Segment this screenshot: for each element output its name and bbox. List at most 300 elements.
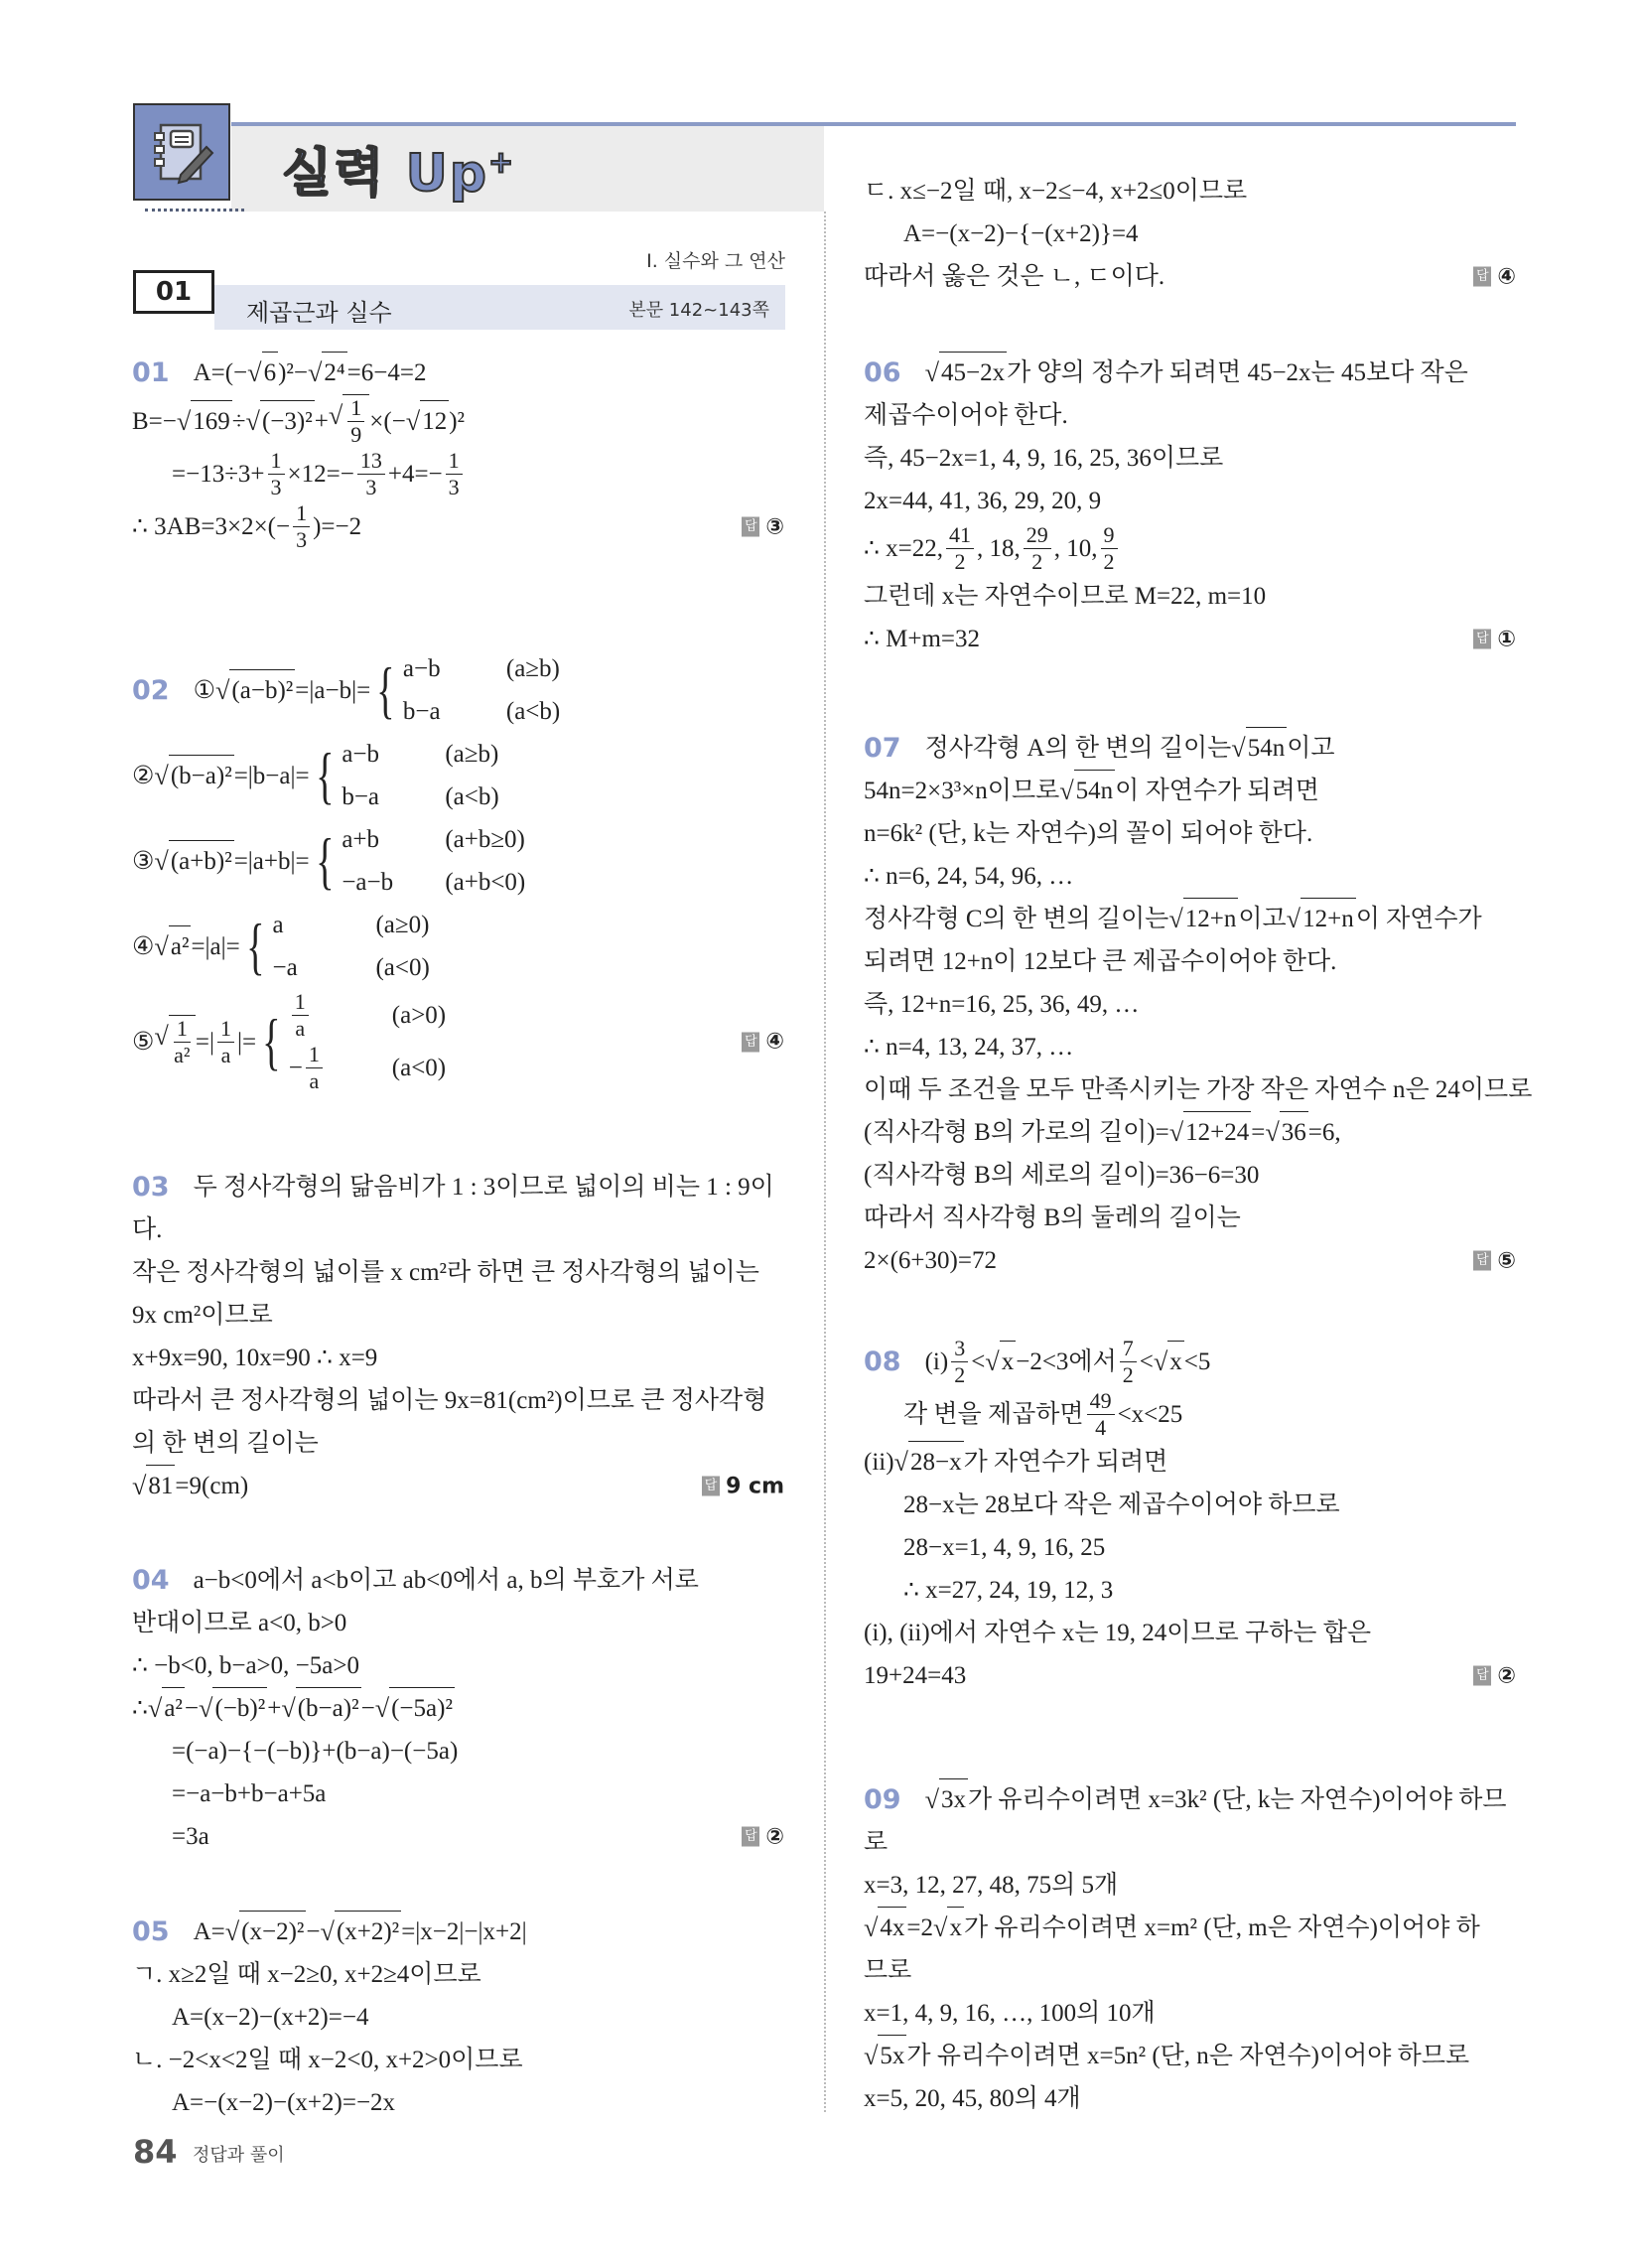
radical-sign-icon: √	[1153, 1347, 1168, 1376]
math-text: 9	[1103, 522, 1115, 547]
math-text: ×12=−	[287, 461, 354, 488]
fraction	[217, 1016, 234, 1068]
math-text: 2x=44, 41, 36, 29, 20, 9	[864, 488, 1102, 514]
square-root	[215, 669, 295, 712]
radical-sign-icon: √	[247, 358, 262, 387]
math-text: 2	[1103, 549, 1115, 574]
math-text: =	[1251, 1119, 1266, 1146]
radicand	[212, 1687, 267, 1730]
math-text: ⑤	[132, 1028, 155, 1056]
math-text: )²−	[278, 359, 308, 386]
math-text: =9(cm)	[175, 1473, 249, 1499]
math-text: −2<3에서	[1016, 1348, 1117, 1375]
brace-icon: {	[262, 1006, 281, 1076]
math-text: +4=−	[387, 461, 443, 488]
math-text: (a≥b)	[445, 741, 499, 768]
math-text: =3a	[172, 1823, 209, 1850]
section-pages: 본문 142~143쪽	[628, 300, 769, 321]
brace-icon: {	[376, 654, 395, 725]
math-text: ∴ n=6, 24, 54, 96, …	[864, 863, 1074, 890]
square-root	[925, 1778, 968, 1821]
math-text: (a>0)	[391, 1002, 447, 1029]
solution-line	[864, 575, 1516, 618]
math-text: −a−b	[342, 869, 394, 896]
denominator	[174, 1043, 190, 1068]
case-rows	[289, 989, 446, 1094]
math-text: 28−x	[909, 1449, 962, 1476]
fraction	[357, 448, 385, 500]
radical-sign-icon: √	[1168, 905, 1183, 933]
math-text: 169	[193, 407, 230, 435]
radicand	[169, 1015, 196, 1068]
square-root	[1059, 770, 1115, 812]
square-root	[1154, 1341, 1184, 1383]
math-text: 따라서 큰 정사각형의 넓이는 9x=81(cm²)이므로 큰 정사각형	[132, 1387, 767, 1414]
radical-sign-icon: √	[154, 931, 169, 961]
math-text: (a+b≥0)	[445, 826, 525, 853]
math-text: |=	[236, 1028, 257, 1056]
numerator	[1101, 522, 1118, 549]
fraction	[174, 1016, 191, 1068]
solution-line	[864, 2035, 1516, 2077]
radical-sign-icon: √	[1286, 905, 1301, 933]
solution-line	[132, 989, 784, 1094]
math-text: a	[220, 1042, 231, 1067]
radical-sign-icon: √	[985, 1347, 1000, 1376]
math-text: b−a	[402, 698, 441, 725]
case-expression	[289, 989, 372, 1042]
math-text: 2	[954, 549, 966, 574]
case-expression	[272, 946, 355, 989]
solution-line	[132, 1911, 784, 1953]
math-text: x+9x=90, 10x=90 ∴ x=9	[132, 1345, 378, 1371]
solution-line	[132, 2039, 784, 2081]
denominator	[954, 1362, 965, 1388]
math-text: ∴ M+m=32	[864, 626, 981, 652]
math-text: 49	[1089, 1388, 1112, 1413]
math-text: 3	[448, 475, 460, 499]
denominator	[1104, 549, 1115, 575]
solution-line	[132, 352, 784, 394]
math-text: 54n	[1247, 735, 1286, 762]
solution-line	[132, 1687, 784, 1730]
problem-number: 09	[864, 1784, 901, 1815]
math-text: a	[295, 1016, 306, 1041]
radical-sign-icon: √	[374, 1694, 390, 1723]
radicand	[939, 1778, 968, 1821]
case-expression	[342, 818, 425, 861]
solution-line	[864, 1821, 1516, 1864]
math-text: =|a|=	[191, 932, 240, 960]
case-condition	[392, 994, 446, 1037]
notebook-pencil-icon	[133, 103, 230, 201]
solution-02	[132, 647, 784, 1094]
math-text: =|	[195, 1028, 214, 1056]
answer-label: 답	[1473, 1666, 1491, 1686]
numerator	[1024, 522, 1051, 549]
square-root	[1287, 898, 1356, 940]
footer-label: 정답과 풀이	[193, 2145, 285, 2166]
solution-line	[864, 898, 1516, 940]
case-expression	[403, 690, 486, 733]
math-text: =(−a)−{−(−b)}+(b−a)−(−5a)	[172, 1738, 459, 1765]
answer-value: ②	[765, 1824, 784, 1849]
answer-label: 답	[742, 1827, 759, 1847]
radical-sign-icon: √	[154, 1022, 169, 1051]
square-root	[132, 1465, 175, 1507]
answer-label: 답	[1473, 630, 1491, 649]
math-text: 3	[954, 1336, 966, 1360]
square-root	[864, 1907, 906, 1949]
solution-line	[132, 1166, 784, 1208]
radical-sign-icon: √	[154, 846, 169, 876]
math-text: 28−x=1, 4, 9, 16, 25	[903, 1534, 1106, 1561]
solution-line	[132, 1644, 784, 1687]
math-text: A=(x−2)−(x+2)=−4	[172, 2004, 369, 2031]
solution-line	[132, 1251, 784, 1294]
math-text: 1	[294, 989, 306, 1014]
numerator	[357, 448, 385, 475]
fraction	[292, 989, 309, 1042]
radicand	[1167, 1341, 1184, 1383]
problem-number: 05	[132, 1916, 170, 1947]
square-root	[864, 2035, 906, 2077]
solution-line	[864, 1336, 1516, 1388]
math-text: 가 유리수이려면 x=3k² (단, k는 자연수)이어야 하므	[968, 1786, 1507, 1813]
fraction	[1024, 522, 1051, 575]
solution-05-continued	[864, 170, 1516, 298]
denominator	[295, 1016, 305, 1042]
square-root	[177, 400, 232, 443]
solution-line	[864, 940, 1516, 983]
math-text: 6	[263, 359, 277, 386]
case-expression	[342, 776, 425, 818]
math-text: ∴	[132, 1695, 148, 1722]
solution-line	[132, 1559, 784, 1602]
math-text: 각 변을 제곱하면	[903, 1401, 1084, 1428]
math-text: 2⁴	[324, 359, 345, 386]
math-text: , 10,	[1053, 535, 1098, 562]
math-text: 5x	[880, 2043, 905, 2069]
denominator	[1123, 1362, 1134, 1388]
math-text: =|b−a|=	[233, 762, 310, 789]
answer-mark	[1473, 1239, 1516, 1282]
math-text: ④	[132, 932, 155, 960]
math-text: =−13÷3+	[172, 461, 265, 488]
brace-icon: {	[315, 825, 335, 896]
math-text: 2	[954, 1362, 966, 1387]
math-text: ㄴ. −2<x<2일 때 x−2<0, x+2>0이므로	[132, 2047, 523, 2073]
case-row	[272, 904, 429, 946]
page-number: 84	[133, 2133, 178, 2171]
radicand	[1183, 1111, 1251, 1154]
square-root	[321, 1911, 402, 1953]
denominator	[365, 475, 376, 500]
square-root	[1265, 1111, 1307, 1154]
square-root	[375, 1687, 455, 1730]
radical-sign-icon: √	[328, 401, 343, 430]
solution-line	[132, 1996, 784, 2039]
math-text: 4	[1095, 1415, 1107, 1440]
math-text: 3x	[941, 1786, 966, 1813]
math-text: 이 자연수가 되려면	[1115, 778, 1319, 804]
math-text: =6,	[1307, 1119, 1341, 1146]
math-text: 므로	[864, 1957, 912, 1984]
solution-line	[864, 522, 1516, 575]
math-text: )²	[449, 407, 466, 435]
problem-number: 07	[864, 733, 901, 764]
math-text: (i), (ii)에서 자연수 x는 19, 24이므로 구하는 합은	[864, 1620, 1371, 1646]
math-text: ÷	[231, 407, 246, 435]
case-condition	[506, 690, 560, 733]
problem-number: 01	[132, 357, 170, 388]
answer-label: 답	[1473, 1251, 1491, 1271]
math-text: (직사각형 B의 가로의 길이)=	[864, 1119, 1169, 1146]
solution-line	[864, 1569, 1516, 1612]
math-text: (i)	[924, 1348, 949, 1375]
solution-line	[132, 1815, 784, 1858]
square-root	[1168, 898, 1238, 940]
math-text: 19+24=43	[864, 1662, 967, 1689]
case-row	[342, 776, 498, 818]
answer-mark	[1473, 618, 1516, 660]
answer-label: 답	[742, 517, 759, 537]
case-row	[342, 861, 525, 904]
radical-sign-icon: √	[308, 358, 323, 387]
math-text: 4x	[880, 1914, 905, 1941]
radicand	[162, 1687, 185, 1730]
solution-line	[864, 812, 1516, 855]
math-text: 따라서 옳은 것은 ㄴ, ㄷ이다.	[864, 263, 1165, 290]
solution-line	[132, 1953, 784, 1996]
numerator	[306, 1042, 323, 1068]
math-text: ③	[132, 847, 155, 875]
math-text: A=	[193, 1918, 225, 1945]
math-text: 그런데 x는 자연수이므로 M=22, m=10	[864, 583, 1267, 610]
answer-mark	[742, 1815, 784, 1858]
piecewise-cases	[240, 904, 430, 989]
math-text: 41	[949, 522, 972, 547]
solution-line	[864, 1654, 1516, 1697]
math-text: =|a−b|=	[295, 676, 371, 704]
solution-line	[132, 1337, 784, 1379]
case-condition	[445, 776, 498, 818]
answer-value: ⑤	[1497, 1248, 1516, 1273]
square-root	[933, 1907, 964, 1949]
math-text: ㄱ. x≥2일 때 x−2≥0, x+2≥4이므로	[132, 1961, 481, 1988]
solution-line	[864, 1239, 1516, 1282]
case-condition	[506, 647, 560, 690]
solution-line	[864, 727, 1516, 770]
numerator	[951, 1336, 968, 1362]
radicand	[420, 400, 449, 443]
solution-08	[864, 1336, 1516, 1697]
answer-value: 9 cm	[726, 1474, 784, 1498]
square-root	[154, 840, 233, 883]
math-text: (−3)²	[261, 407, 313, 435]
radicand	[169, 840, 234, 883]
answer-mark	[1473, 255, 1516, 298]
math-text: (ii)	[864, 1449, 894, 1476]
math-text: 가 유리수이려면 x=5n² (단, n은 자연수)이어야 하므로	[906, 2043, 1470, 2069]
math-text: x	[1001, 1348, 1015, 1375]
case-row	[342, 818, 525, 861]
math-text: 따라서 직사각형 B의 둘레의 길이는	[864, 1205, 1241, 1231]
numerator	[268, 448, 285, 475]
square-root	[281, 1687, 360, 1730]
math-text: 12	[422, 407, 448, 435]
denominator	[221, 1043, 231, 1068]
case-rows	[272, 904, 429, 989]
solution-line	[864, 1864, 1516, 1907]
math-text: (−5a)²	[391, 1695, 453, 1722]
radical-sign-icon: √	[924, 1785, 939, 1814]
math-text: (a+b<0)	[445, 869, 526, 896]
math-text: a²	[164, 1695, 183, 1722]
radical-sign-icon: √	[864, 1914, 879, 1942]
radical-sign-icon: √	[281, 1694, 296, 1723]
math-text: 13	[359, 448, 382, 473]
denominator	[1031, 549, 1042, 575]
math-text: 54n	[1075, 778, 1114, 804]
math-text: −	[184, 1695, 200, 1722]
solution-line	[864, 1026, 1516, 1068]
solution-line	[132, 1294, 784, 1337]
case-expression	[403, 647, 486, 690]
answer-label: 답	[742, 1032, 759, 1052]
math-text: 즉, 12+n=16, 25, 36, 49, …	[864, 991, 1140, 1018]
fraction	[951, 1336, 968, 1388]
solution-07	[864, 727, 1533, 1282]
math-text: A=−(x−2)−{−(x+2)}=4	[903, 220, 1139, 247]
math-text: (a<b)	[505, 698, 561, 725]
math-text: <	[971, 1348, 986, 1375]
math-text: 정사각형 C의 한 변의 길이는	[864, 906, 1169, 932]
radicand	[191, 400, 232, 443]
math-text: ∴ 3AB=3×2×(−	[132, 513, 291, 540]
math-text: ∴ x=22,	[864, 535, 944, 562]
math-text: A=(−	[193, 359, 248, 386]
solution-line	[864, 1154, 1516, 1197]
radical-sign-icon: √	[1231, 734, 1246, 763]
math-text: 12+24	[1185, 1119, 1250, 1146]
math-text: ∴ n=4, 13, 24, 37, …	[864, 1034, 1074, 1061]
case-row	[272, 946, 429, 989]
solution-line	[132, 2081, 784, 2124]
problem-number: 04	[132, 1565, 170, 1596]
chapter-label: Ⅰ. 실수와 그 연산	[646, 250, 785, 272]
decorative-dots	[145, 209, 244, 212]
solution-line	[864, 1111, 1516, 1154]
square-root	[154, 925, 191, 968]
math-text: 36	[1281, 1119, 1306, 1146]
numerator	[1120, 1336, 1137, 1362]
math-text: a−b<0에서 a<b이고 ab<0에서 a, b의 부호가 서로	[193, 1567, 699, 1594]
brace-icon: {	[245, 911, 265, 981]
math-text: =2	[906, 1914, 934, 1941]
case-expression	[342, 733, 425, 776]
radicand	[947, 1907, 964, 1949]
math-text: 1	[308, 1042, 320, 1066]
case-row	[403, 690, 560, 733]
solution-line	[864, 437, 1516, 480]
page-title	[282, 131, 515, 206]
radical-sign-icon: √	[893, 1448, 908, 1477]
math-text: =|x−2|−|x+2|	[401, 1918, 527, 1945]
answer-label: 답	[1473, 267, 1491, 287]
math-text: (a+b)²	[170, 847, 232, 875]
solution-line	[132, 1602, 784, 1644]
math-text: =6−4=2	[346, 359, 427, 386]
solution-line	[132, 1465, 784, 1507]
math-text: a²	[170, 932, 190, 960]
math-text: 즉, 45−2x=1, 4, 9, 16, 25, 36이므로	[864, 445, 1224, 472]
math-text: 제곱수이어야 한다.	[864, 402, 1068, 429]
solution-line	[864, 394, 1516, 437]
math-text: 반대이므로 a<0, b>0	[132, 1610, 347, 1636]
square-root	[894, 1441, 964, 1484]
square-root	[246, 400, 315, 443]
math-text: 1	[448, 448, 460, 473]
math-text: 의 한 변의 길이는	[132, 1430, 319, 1457]
radical-sign-icon: √	[199, 1694, 213, 1723]
radical-sign-icon: √	[147, 1694, 163, 1723]
denominator	[310, 1068, 320, 1094]
solution-03	[132, 1166, 784, 1507]
solution-line	[864, 1484, 1516, 1526]
math-text: 이고	[1238, 906, 1287, 932]
math-text: 로	[864, 1829, 889, 1856]
math-text: (a<b)	[445, 783, 499, 810]
math-text: x	[1169, 1348, 1182, 1375]
fraction	[1101, 522, 1118, 575]
problem-number: 08	[864, 1347, 901, 1377]
numerator	[174, 1016, 191, 1043]
solution-09	[864, 1778, 1516, 2120]
solution-line	[864, 2077, 1516, 2120]
math-text: +	[267, 1695, 282, 1722]
fraction	[306, 1042, 323, 1094]
math-text: 3	[296, 527, 308, 552]
problem-number: 02	[132, 674, 170, 706]
math-text: 28−x는 28보다 작은 제곱수이어야 하므로	[903, 1491, 1340, 1518]
square-root	[199, 1687, 267, 1730]
math-text: 7	[1122, 1336, 1134, 1360]
radicand	[1300, 898, 1356, 940]
solution-line	[132, 647, 784, 733]
solution-line	[864, 1441, 1516, 1484]
denominator	[1095, 1415, 1106, 1441]
math-text: 2×(6+30)=72	[864, 1247, 997, 1274]
math-text: a+b	[342, 826, 380, 853]
math-text: <	[1139, 1348, 1154, 1375]
square-root	[985, 1341, 1016, 1383]
numerator	[347, 395, 364, 422]
math-text: 정사각형 A의 한 변의 길이는	[924, 735, 1232, 762]
math-text: b−a	[342, 783, 380, 810]
fraction	[1087, 1388, 1115, 1441]
answer-mark	[742, 505, 784, 548]
fraction	[1120, 1336, 1137, 1388]
radicand	[229, 669, 295, 712]
numerator	[217, 1016, 234, 1043]
math-text: <5	[1183, 1348, 1211, 1375]
section-header	[214, 285, 785, 330]
radical-sign-icon: √	[864, 2042, 879, 2070]
case-rows	[342, 818, 525, 904]
radicand	[1074, 770, 1116, 812]
solution-line	[132, 500, 784, 553]
